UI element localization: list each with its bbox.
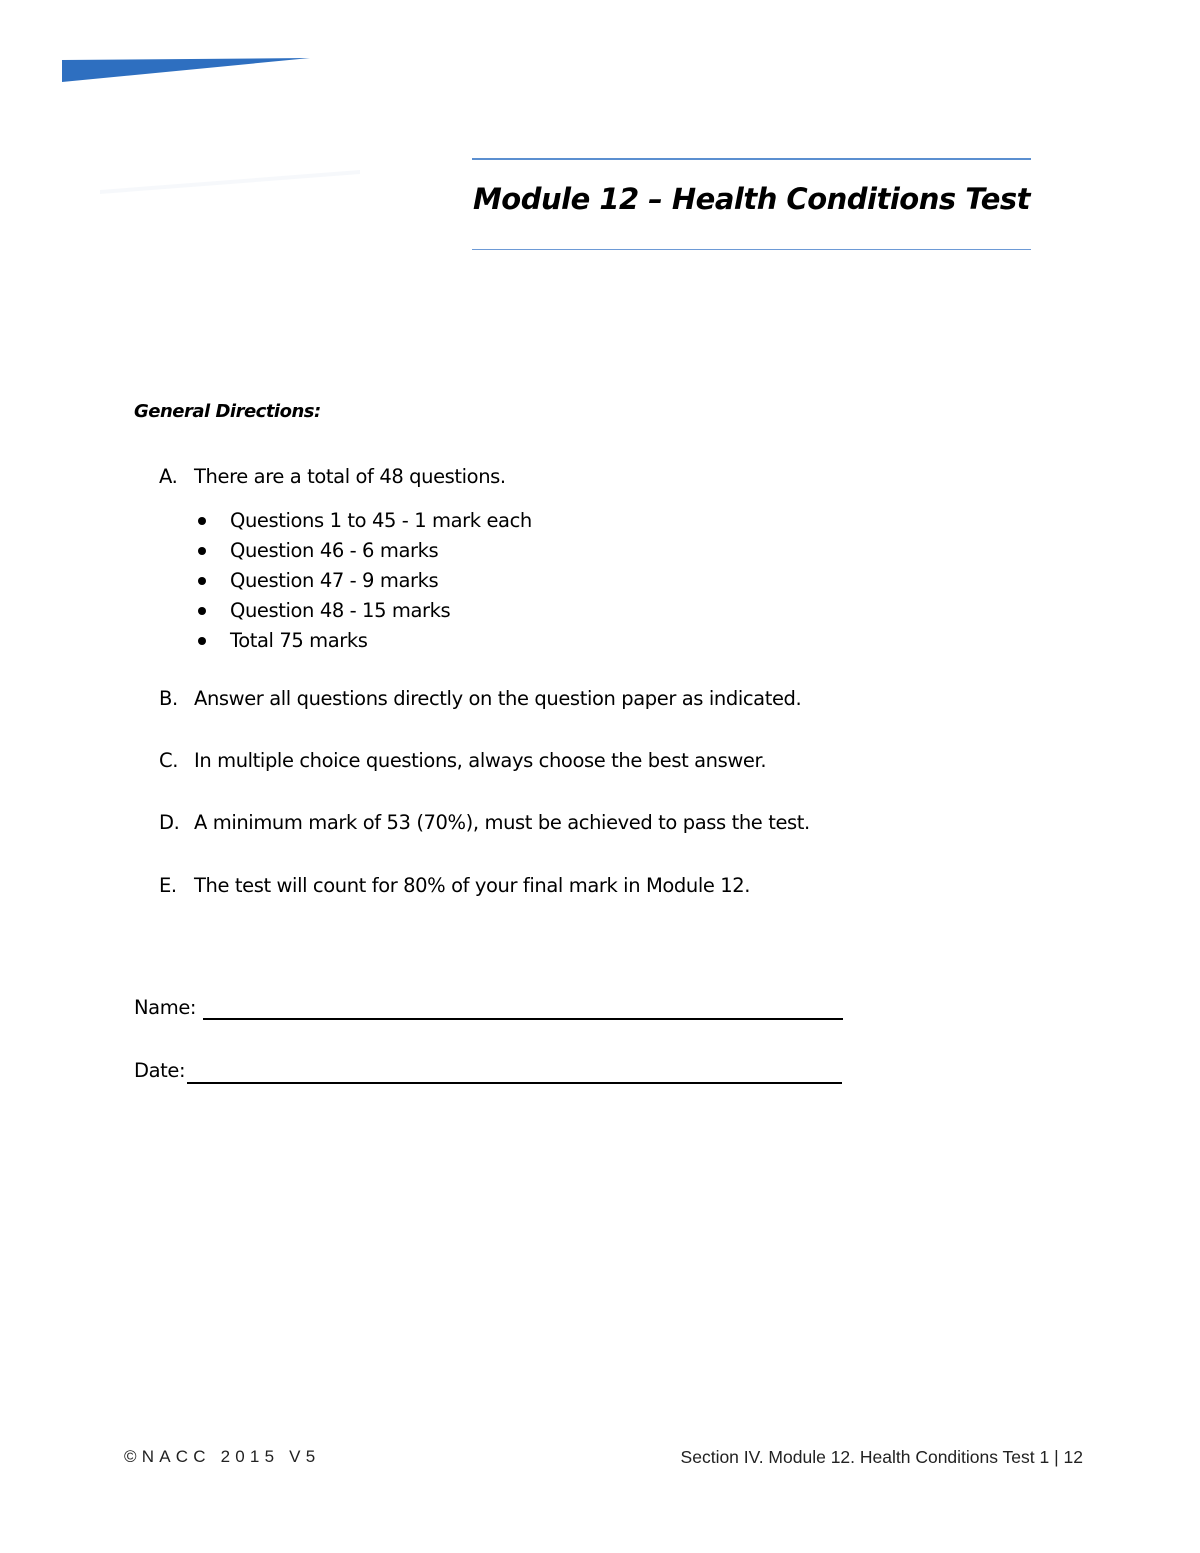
bullet-icon [198,577,206,585]
bullet-icon [198,607,206,615]
direction-item-e [159,874,750,897]
direction-item-c [159,749,766,772]
logo-wedge-graphic [62,58,310,82]
direction-item-b [159,687,801,710]
directions-heading: General Directions: [134,401,321,422]
name-field[interactable] [203,1018,843,1020]
date-label: Date: [134,1059,186,1082]
title-block [472,158,1031,252]
page-title: Module 12 – Health Conditions Test [472,182,1031,216]
direction-letter: C. [159,749,179,772]
date-field[interactable] [187,1082,842,1084]
bullet-icon [198,547,206,555]
direction-letter: A. [159,465,178,488]
name-label: Name: [134,996,197,1019]
logo-shadow-graphic [100,160,360,200]
direction-text: There are a total of 48 questions. [194,465,506,488]
direction-item-d [159,811,810,834]
direction-text: The test will count for 80% of your final mark in Module 12. [194,874,751,897]
direction-text: A minimum mark of 53 (70%), must be achieved to pass the test. [194,811,810,834]
footer-page-info: Section IV. Module 12. Health Conditions Test 1 | 12 [680,1447,1083,1467]
title-top-rule [472,158,1031,160]
bullet-text: Question 46 - 6 marks [230,539,439,562]
bullet-icon [198,637,206,645]
bullet-icon [198,517,206,525]
bullet-text: Question 48 - 15 marks [230,599,451,622]
direction-letter: E. [159,874,177,897]
direction-text: Answer all questions directly on the question paper as indicated. [194,687,802,710]
direction-letter: B. [159,687,178,710]
bullet-text: Question 47 - 9 marks [230,569,439,592]
direction-item-a [159,465,506,488]
direction-letter: D. [159,811,180,834]
footer-copyright: ©NACC 2015 V5 [124,1447,321,1466]
direction-text: In multiple choice questions, always choose the best answer. [194,749,767,772]
bullet-text: Total 75 marks [230,629,368,652]
title-bottom-rule [472,249,1031,250]
bullet-text: Questions 1 to 45 - 1 mark each [230,509,532,532]
